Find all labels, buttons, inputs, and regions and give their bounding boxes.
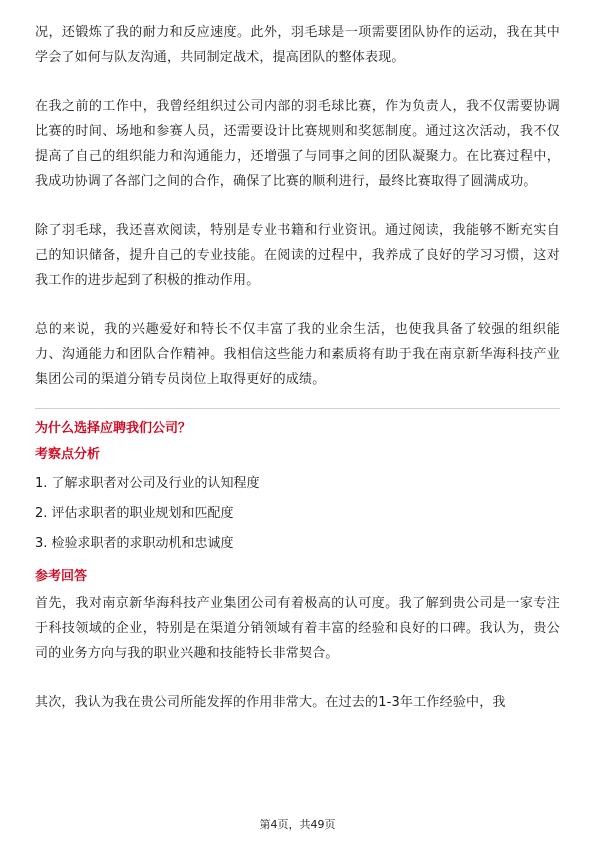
paragraph-organized-competition: 在我之前的工作中，我曾经组织过公司内部的羽毛球比赛，作为负责人，我不仅需要协调比赛的时间、场地和参赛人员，还需要设计比赛规则和奖惩制度。通过这次活动，我不仅提高了自己的组织能力和沟通能力，还增强了与同事之间的团队凝聚力。在比赛过程中，我成功协调了各部门之间的合作，确保了比赛的顺利进行，最终比赛取得了圆满成功。 [35,99,560,189]
question-title: 为什么选择应聘我们公司？ [35,421,192,436]
document-content [35,20,560,715]
analysis-point: 1. 了解求职者对公司及行业的认知程度 [35,476,260,491]
page-number-footer: 第4页，共49页 [259,818,336,831]
analysis-point: 2. 评估求职者的职业规划和匹配度 [35,506,234,521]
section-divider [35,408,560,409]
analysis-points-list [35,469,560,559]
paragraph-badminton-skills: 况，还锻炼了我的耐力和反应速度。此外，羽毛球是一项需要团队协作的运动，我在其中学会了如何与队友沟通，共同制定战术，提高团队的整体表现。 [35,25,560,65]
answer-heading: 参考回答 [35,569,88,584]
analysis-heading: 考察点分析 [35,447,101,462]
paragraph-summary: 总的来说，我的兴趣爱好和特长不仅丰富了我的业余生活，也使我具备了较强的组织能力、沟通能力和团队合作精神。我相信这些能力和素质将有助于我在南京新华海科技产业集团公司的渠道分销专员岗位上取得更好的成绩。 [35,322,560,387]
paragraph-reading-hobby: 除了羽毛球，我还喜欢阅读，特别是专业书籍和行业资讯。通过阅读，我能够不断充实自己的知识储备，提升自己的专业技能。在阅读的过程中，我养成了良好的学习习惯，这对我工作的进步起到了积极的推动作用。 [35,223,560,288]
analysis-point: 3. 检验求职者的求职动机和忠诚度 [35,536,234,551]
answer-paragraph-first: 首先，我对南京新华海科技产业集团公司有着极高的认可度。我了解到贵公司是一家专注于科技领域的企业，特别是在渠道分销领域有着丰富的经验和良好的口碑。我认为，贵公司的业务方向与我的职业兴趣和技能特长非常契合。 [35,596,560,661]
answer-paragraph-second: 其次，我认为我在贵公司所能发挥的作用非常大。在过去的1-3年工作经验中，我 [35,695,506,710]
